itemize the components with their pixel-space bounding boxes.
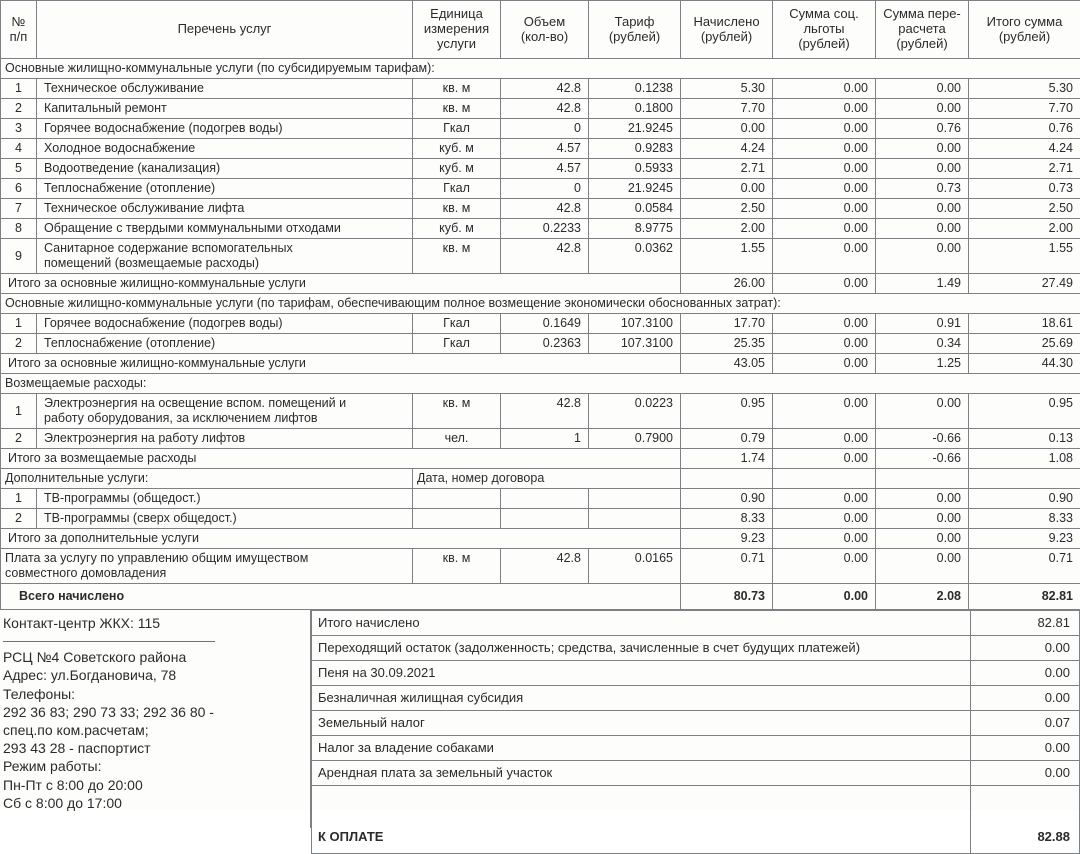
row-unit: Гкал xyxy=(413,314,501,334)
row-charged: 7.70 xyxy=(681,99,773,119)
section-total-row xyxy=(1,529,1080,549)
row-benefit: 0.00 xyxy=(773,139,876,159)
row-service-line1: Санитарное содержание вспомогательных xyxy=(44,241,408,256)
row-tariff xyxy=(589,509,681,529)
table-row xyxy=(1,79,1080,99)
section3-total-label: Итого за возмещаемые расходы xyxy=(1,449,681,469)
management-fee-recalc: 0.00 xyxy=(876,549,969,584)
management-fee-line2: совместного домовладения xyxy=(5,566,408,581)
section4-header-recalc xyxy=(876,469,969,489)
row-recalc: 0.00 xyxy=(876,139,969,159)
section4-header-benefit xyxy=(773,469,876,489)
contract-date-header: Дата, номер договора xyxy=(413,469,681,489)
section2-total-recalc: 1.25 xyxy=(876,354,969,374)
summary-amount: 82.81 xyxy=(971,611,1080,636)
row-num: 2 xyxy=(1,429,37,449)
section1-total-charged: 26.00 xyxy=(681,274,773,294)
table-row xyxy=(1,219,1080,239)
row-total: 18.61 xyxy=(969,314,1080,334)
header-charged: Начислено (рублей) xyxy=(681,1,773,59)
row-recalc: 0.91 xyxy=(876,314,969,334)
management-fee-benefit: 0.00 xyxy=(773,549,876,584)
phones-label: Телефоны: xyxy=(3,685,308,703)
row-recalc: -0.66 xyxy=(876,429,969,449)
row-tariff: 107.3100 xyxy=(589,314,681,334)
row-service: ТВ-программы (сверх общедост.) xyxy=(37,509,413,529)
row-total: 8.33 xyxy=(969,509,1080,529)
header-unit: Единица измерения услуги xyxy=(413,1,501,59)
management-fee-label xyxy=(1,549,413,584)
section1-total-recalc: 1.49 xyxy=(876,274,969,294)
section1-total-total: 27.49 xyxy=(969,274,1080,294)
summary-amount: 0.00 xyxy=(971,686,1080,711)
row-total: 2.50 xyxy=(969,199,1080,219)
row-benefit: 0.00 xyxy=(773,159,876,179)
row-service: Обращение с твердыми коммунальными отходами xyxy=(37,219,413,239)
row-charged: 2.71 xyxy=(681,159,773,179)
row-volume xyxy=(501,489,589,509)
summary-table xyxy=(311,610,1080,854)
row-volume: 1 xyxy=(501,429,589,449)
row-num: 8 xyxy=(1,219,37,239)
row-benefit: 0.00 xyxy=(773,79,876,99)
header-service-list: Перечень услуг xyxy=(37,1,413,59)
table-row xyxy=(1,239,1080,274)
row-num: 1 xyxy=(1,79,37,99)
row-tariff: 107.3100 xyxy=(589,334,681,354)
row-tariff: 0.9283 xyxy=(589,139,681,159)
summary-row xyxy=(312,761,1080,786)
summary-label: Земельный налог xyxy=(312,711,971,736)
office-name: РСЦ №4 Советского района xyxy=(3,648,308,666)
row-total: 5.30 xyxy=(969,79,1080,99)
row-volume xyxy=(501,509,589,529)
management-fee-charged: 0.71 xyxy=(681,549,773,584)
row-service-line2: помещений (возмещаемые расходы) xyxy=(44,256,408,271)
section-title-row xyxy=(1,59,1080,79)
section-title-row xyxy=(1,374,1080,394)
row-benefit: 0.00 xyxy=(773,119,876,139)
management-fee-volume: 42.8 xyxy=(501,549,589,584)
row-service-line2: работу оборудования, за исключением лифтов xyxy=(44,411,408,426)
row-num: 5 xyxy=(1,159,37,179)
row-unit xyxy=(413,509,501,529)
section4-total-label: Итого за дополнительные услуги xyxy=(1,529,681,549)
row-volume: 42.8 xyxy=(501,239,589,274)
row-charged: 17.70 xyxy=(681,314,773,334)
row-unit: кв. м xyxy=(413,394,501,429)
summary-amount: 0.00 xyxy=(971,736,1080,761)
amount-due-label: К ОПЛАТЕ xyxy=(312,822,971,854)
section2-total-label: Итого за основные жилищно-коммунальные услуги xyxy=(1,354,681,374)
section3-title: Возмещаемые расходы: xyxy=(1,374,1080,394)
row-tariff: 8.9775 xyxy=(589,219,681,239)
row-charged: 5.30 xyxy=(681,79,773,99)
table-row xyxy=(1,159,1080,179)
row-total: 2.00 xyxy=(969,219,1080,239)
row-tariff: 0.0223 xyxy=(589,394,681,429)
summary-row xyxy=(312,711,1080,736)
row-num: 4 xyxy=(1,139,37,159)
row-recalc: 0.00 xyxy=(876,159,969,179)
row-recalc: 0.73 xyxy=(876,179,969,199)
header-total: Итого сумма (рублей) xyxy=(969,1,1080,59)
row-tariff xyxy=(589,489,681,509)
section2-title: Основные жилищно-коммунальные услуги (по тарифам, обеспечивающим полное возмещение экономически обоснованных затрат): xyxy=(1,294,1080,314)
row-num: 2 xyxy=(1,509,37,529)
row-volume: 0 xyxy=(501,179,589,199)
row-recalc: 0.76 xyxy=(876,119,969,139)
section1-title: Основные жилищно-коммунальные услуги (по субсидируемым тарифам): xyxy=(1,59,1080,79)
row-unit: куб. м xyxy=(413,159,501,179)
row-charged: 0.95 xyxy=(681,394,773,429)
office-address: Адрес: ул.Богдановича, 78 xyxy=(3,666,308,684)
row-volume: 42.8 xyxy=(501,99,589,119)
row-unit: кв. м xyxy=(413,79,501,99)
row-unit: Гкал xyxy=(413,119,501,139)
section1-total-benefit: 0.00 xyxy=(773,274,876,294)
row-benefit: 0.00 xyxy=(773,314,876,334)
summary-label: Пеня на 30.09.2021 xyxy=(312,661,971,686)
row-benefit: 0.00 xyxy=(773,179,876,199)
row-recalc: 0.00 xyxy=(876,489,969,509)
row-total: 25.69 xyxy=(969,334,1080,354)
row-volume: 0 xyxy=(501,119,589,139)
row-tariff: 0.1238 xyxy=(589,79,681,99)
row-benefit: 0.00 xyxy=(773,394,876,429)
row-service: Техническое обслуживание лифта xyxy=(37,199,413,219)
summary-row xyxy=(312,636,1080,661)
management-fee-line1: Плата за услугу по управлению общим имуществом xyxy=(5,551,408,566)
row-total: 2.71 xyxy=(969,159,1080,179)
table-row xyxy=(1,509,1080,529)
row-total: 0.13 xyxy=(969,429,1080,449)
table-row xyxy=(1,179,1080,199)
row-num: 9 xyxy=(1,239,37,274)
row-recalc: 0.00 xyxy=(876,79,969,99)
row-recalc: 0.00 xyxy=(876,199,969,219)
summary-label: Переходящий остаток (задолженность; средства, зачисленные в счет будущих платежей) xyxy=(312,636,971,661)
row-service: Теплоснабжение (отопление) xyxy=(37,334,413,354)
summary-row xyxy=(312,611,1080,636)
row-charged: 2.50 xyxy=(681,199,773,219)
row-total: 4.24 xyxy=(969,139,1080,159)
row-volume: 42.8 xyxy=(501,394,589,429)
row-benefit: 0.00 xyxy=(773,219,876,239)
section-title-row xyxy=(1,294,1080,314)
row-unit: чел. xyxy=(413,429,501,449)
row-tariff: 21.9245 xyxy=(589,119,681,139)
section4-total-recalc: 0.00 xyxy=(876,529,969,549)
row-benefit: 0.00 xyxy=(773,239,876,274)
call-center-line: Контакт-центр ЖКХ: 115 xyxy=(3,614,308,632)
row-recalc: 0.00 xyxy=(876,239,969,274)
row-tariff: 21.9245 xyxy=(589,179,681,199)
table-row xyxy=(1,199,1080,219)
section4-title: Дополнительные услуги: xyxy=(1,469,413,489)
row-service: ТВ-программы (общедост.) xyxy=(37,489,413,509)
row-charged: 4.24 xyxy=(681,139,773,159)
row-recalc: 0.34 xyxy=(876,334,969,354)
management-fee-tariff: 0.0165 xyxy=(589,549,681,584)
table-row xyxy=(1,119,1080,139)
section3-total-benefit: 0.00 xyxy=(773,449,876,469)
row-charged: 1.55 xyxy=(681,239,773,274)
row-benefit: 0.00 xyxy=(773,99,876,119)
amount-due-value: 82.88 xyxy=(971,822,1080,854)
header-recalc: Сумма пере- расчета (рублей) xyxy=(876,1,969,59)
grand-total-total: 82.81 xyxy=(969,584,1080,610)
header-num: № п/п xyxy=(1,1,37,59)
row-benefit: 0.00 xyxy=(773,429,876,449)
summary-amount: 0.00 xyxy=(971,661,1080,686)
section3-total-total: 1.08 xyxy=(969,449,1080,469)
section1-total-label: Итого за основные жилищно-коммунальные услуги xyxy=(1,274,681,294)
row-volume: 0.2363 xyxy=(501,334,589,354)
summary-label: Итого начислено xyxy=(312,611,971,636)
row-benefit: 0.00 xyxy=(773,199,876,219)
section4-total-benefit: 0.00 xyxy=(773,529,876,549)
row-charged: 8.33 xyxy=(681,509,773,529)
row-num: 1 xyxy=(1,394,37,429)
table-header-row xyxy=(1,1,1080,59)
table-row xyxy=(1,314,1080,334)
row-benefit: 0.00 xyxy=(773,509,876,529)
grand-total-charged: 80.73 xyxy=(681,584,773,610)
table-row xyxy=(1,489,1080,509)
row-tariff: 0.0584 xyxy=(589,199,681,219)
row-num: 2 xyxy=(1,334,37,354)
summary-spacer-label xyxy=(312,786,971,822)
section2-total-charged: 43.05 xyxy=(681,354,773,374)
summary-row xyxy=(312,661,1080,686)
row-charged: 2.00 xyxy=(681,219,773,239)
row-unit: Гкал xyxy=(413,179,501,199)
row-unit: кв. м xyxy=(413,199,501,219)
row-charged: 0.00 xyxy=(681,179,773,199)
row-recalc: 0.00 xyxy=(876,394,969,429)
summary-amount: 0.07 xyxy=(971,711,1080,736)
row-tariff: 0.5933 xyxy=(589,159,681,179)
row-service xyxy=(37,394,413,429)
row-tariff: 0.0362 xyxy=(589,239,681,274)
row-num: 6 xyxy=(1,179,37,199)
section-total-row xyxy=(1,354,1080,374)
grand-total-label: Всего начислено xyxy=(1,584,681,610)
summary-spacer-amount xyxy=(971,786,1080,822)
row-total: 1.55 xyxy=(969,239,1080,274)
row-charged: 0.79 xyxy=(681,429,773,449)
row-benefit: 0.00 xyxy=(773,334,876,354)
row-service: Капитальный ремонт xyxy=(37,99,413,119)
contact-info-block xyxy=(0,610,311,828)
row-recalc: 0.00 xyxy=(876,509,969,529)
row-tariff: 0.1800 xyxy=(589,99,681,119)
row-tariff: 0.7900 xyxy=(589,429,681,449)
row-unit: куб. м xyxy=(413,219,501,239)
section3-total-recalc: -0.66 xyxy=(876,449,969,469)
row-service: Теплоснабжение (отопление) xyxy=(37,179,413,199)
phones-line-3: 293 43 28 - паспортист xyxy=(3,739,308,757)
summary-amount: 0.00 xyxy=(971,636,1080,661)
row-service-line1: Электроэнергия на освещение вспом. помещений и xyxy=(44,396,408,411)
row-unit: кв. м xyxy=(413,239,501,274)
row-volume: 42.8 xyxy=(501,199,589,219)
amount-due-row xyxy=(312,822,1080,854)
row-benefit: 0.00 xyxy=(773,489,876,509)
management-fee-total: 0.71 xyxy=(969,549,1080,584)
row-service: Горячее водоснабжение (подогрев воды) xyxy=(37,119,413,139)
row-unit: Гкал xyxy=(413,334,501,354)
management-fee-row xyxy=(1,549,1080,584)
section4-header-charged xyxy=(681,469,773,489)
row-num: 1 xyxy=(1,314,37,334)
table-row xyxy=(1,394,1080,429)
summary-spacer-row xyxy=(312,786,1080,822)
row-service: Электроэнергия на работу лифтов xyxy=(37,429,413,449)
table-row xyxy=(1,139,1080,159)
row-volume: 4.57 xyxy=(501,159,589,179)
phones-line-1: 292 36 83; 290 73 33; 292 36 80 - xyxy=(3,703,308,721)
hours-label: Режим работы: xyxy=(3,757,308,775)
section2-total-total: 44.30 xyxy=(969,354,1080,374)
table-row xyxy=(1,429,1080,449)
summary-amount: 0.00 xyxy=(971,761,1080,786)
grand-total-recalc: 2.08 xyxy=(876,584,969,610)
bottom-area xyxy=(0,610,1080,854)
row-volume: 0.2233 xyxy=(501,219,589,239)
row-unit xyxy=(413,489,501,509)
row-service xyxy=(37,239,413,274)
row-recalc: 0.00 xyxy=(876,99,969,119)
row-total: 7.70 xyxy=(969,99,1080,119)
row-num: 1 xyxy=(1,489,37,509)
grand-total-row xyxy=(1,584,1080,610)
header-benefit: Сумма соц. льготы (рублей) xyxy=(773,1,876,59)
row-unit: кв. м xyxy=(413,99,501,119)
phones-line-2: спец.по ком.расчетам; xyxy=(3,721,308,739)
row-num: 7 xyxy=(1,199,37,219)
row-volume: 0.1649 xyxy=(501,314,589,334)
summary-label: Арендная плата за земельный участок xyxy=(312,761,971,786)
row-charged: 25.35 xyxy=(681,334,773,354)
summary-label: Безналичная жилищная субсидия xyxy=(312,686,971,711)
row-charged: 0.00 xyxy=(681,119,773,139)
hours-line-2: Сб с 8:00 до 17:00 xyxy=(3,794,308,812)
management-fee-unit: кв. м xyxy=(413,549,501,584)
section-title-row xyxy=(1,469,1080,489)
row-total: 0.95 xyxy=(969,394,1080,429)
row-total: 0.90 xyxy=(969,489,1080,509)
row-recalc: 0.00 xyxy=(876,219,969,239)
table-row xyxy=(1,99,1080,119)
header-volume: Объем (кол-во) xyxy=(501,1,589,59)
section3-total-charged: 1.74 xyxy=(681,449,773,469)
summary-row xyxy=(312,736,1080,761)
contact-divider xyxy=(3,641,215,642)
row-service: Холодное водоснабжение xyxy=(37,139,413,159)
section4-total-total: 9.23 xyxy=(969,529,1080,549)
section4-total-charged: 9.23 xyxy=(681,529,773,549)
row-num: 2 xyxy=(1,99,37,119)
table-row xyxy=(1,334,1080,354)
row-volume: 42.8 xyxy=(501,79,589,99)
row-unit: куб. м xyxy=(413,139,501,159)
section-total-row xyxy=(1,449,1080,469)
row-service: Водоотведение (канализация) xyxy=(37,159,413,179)
section2-total-benefit: 0.00 xyxy=(773,354,876,374)
hours-line-1: Пн-Пт с 8:00 до 20:00 xyxy=(3,776,308,794)
row-total: 0.76 xyxy=(969,119,1080,139)
summary-row xyxy=(312,686,1080,711)
row-volume: 4.57 xyxy=(501,139,589,159)
section4-header-total xyxy=(969,469,1080,489)
row-service: Техническое обслуживание xyxy=(37,79,413,99)
grand-total-benefit: 0.00 xyxy=(773,584,876,610)
section-total-row xyxy=(1,274,1080,294)
summary-label: Налог за владение собаками xyxy=(312,736,971,761)
row-service: Горячее водоснабжение (подогрев воды) xyxy=(37,314,413,334)
row-charged: 0.90 xyxy=(681,489,773,509)
row-num: 3 xyxy=(1,119,37,139)
row-total: 0.73 xyxy=(969,179,1080,199)
header-tariff: Тариф (рублей) xyxy=(589,1,681,59)
